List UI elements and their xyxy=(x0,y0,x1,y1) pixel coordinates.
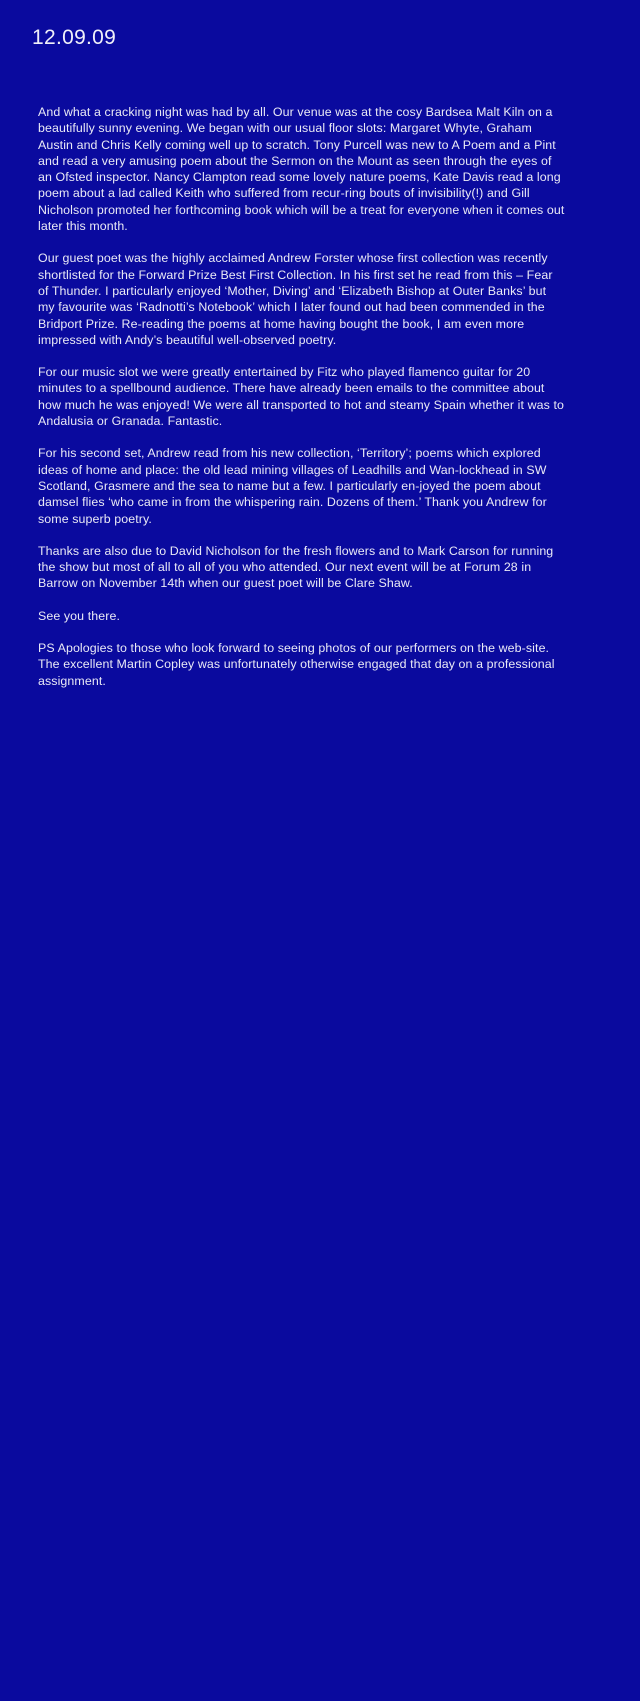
paragraph-4: For his second set, Andrew read from his new collection, ‘Territory’; poems which explored ideas of home and place: the old lead mining villages of Leadhills and Wan-lockhead in SW Scotland, Grasmere and the sea to name but a few. I particularly en-joyed the poem about damsel flies ‘who came in from the whispering rain. Dozens of them.’ Thank you Andrew for some superb poetry. xyxy=(38,446,547,526)
paragraph-1: And what a cracking night was had by all. Our venue was at the cosy Bardsea Malt Kiln on a beautifully sunny evening. We began with our usual floor slots: Margaret Whyte, Graham Austin and Chris Kelly coming well up to scratch. Tony Purcell was new to A Poem and a Pint and read a very amusing poem about the Sermon on the Mount as seen through the eyes of an Ofsted inspector. Nancy Clampton read some lovely nature poems, Kate Davis read a long poem about a lad called Keith who suffered from recur-ring bouts of invisibility(!) and Gill Nicholson promoted her forthcoming book which will be a treat for everyone when it comes out later this month. xyxy=(38,105,565,234)
paragraph-7: PS Apologies to those who look forward to seeing photos of our performers on the web-site. The excellent Martin Copley was unfortunately otherwise engaged that day on a professional assignment. xyxy=(38,641,555,688)
page-title: 12.09.09 xyxy=(32,26,117,49)
paragraph-3: For our music slot we were greatly entertained by Fitz who played flamenco guitar for 20 minutes to a spellbound audience. There have already been emails to the committee about how much he was enjoyed! We were all transported to hot and steamy Spain whether it was to Andalusia or Granada. Fantastic. xyxy=(38,365,565,429)
article-body xyxy=(38,104,566,705)
paragraph-5: Thanks are also due to David Nicholson for the fresh flowers and to Mark Carson for running the show but most of all to all of you who attended. Our next event will be at Forum 28 in Barrow on November 14th when our guest poet will be Clare Shaw. xyxy=(38,543,554,591)
paragraph-6: See you there. xyxy=(38,608,120,623)
paragraph-2: Our guest poet was the highly acclaimed Andrew Forster whose first collection was recently shortlisted for the Forward Prize Best First Collection. In his first set he read from this – Fear of Thunder. I particularly enjoyed ‘Mother, Diving’ and ‘Elizabeth Bishop at Outer Banks’ but my favourite was ‘Radnotti’s Notebook’ which I later found out had been commended in the Bridport Prize. Re-reading the poems at home having bought the book, I am even more impressed with Andy’s beautiful well-observed poetry. xyxy=(38,251,553,347)
